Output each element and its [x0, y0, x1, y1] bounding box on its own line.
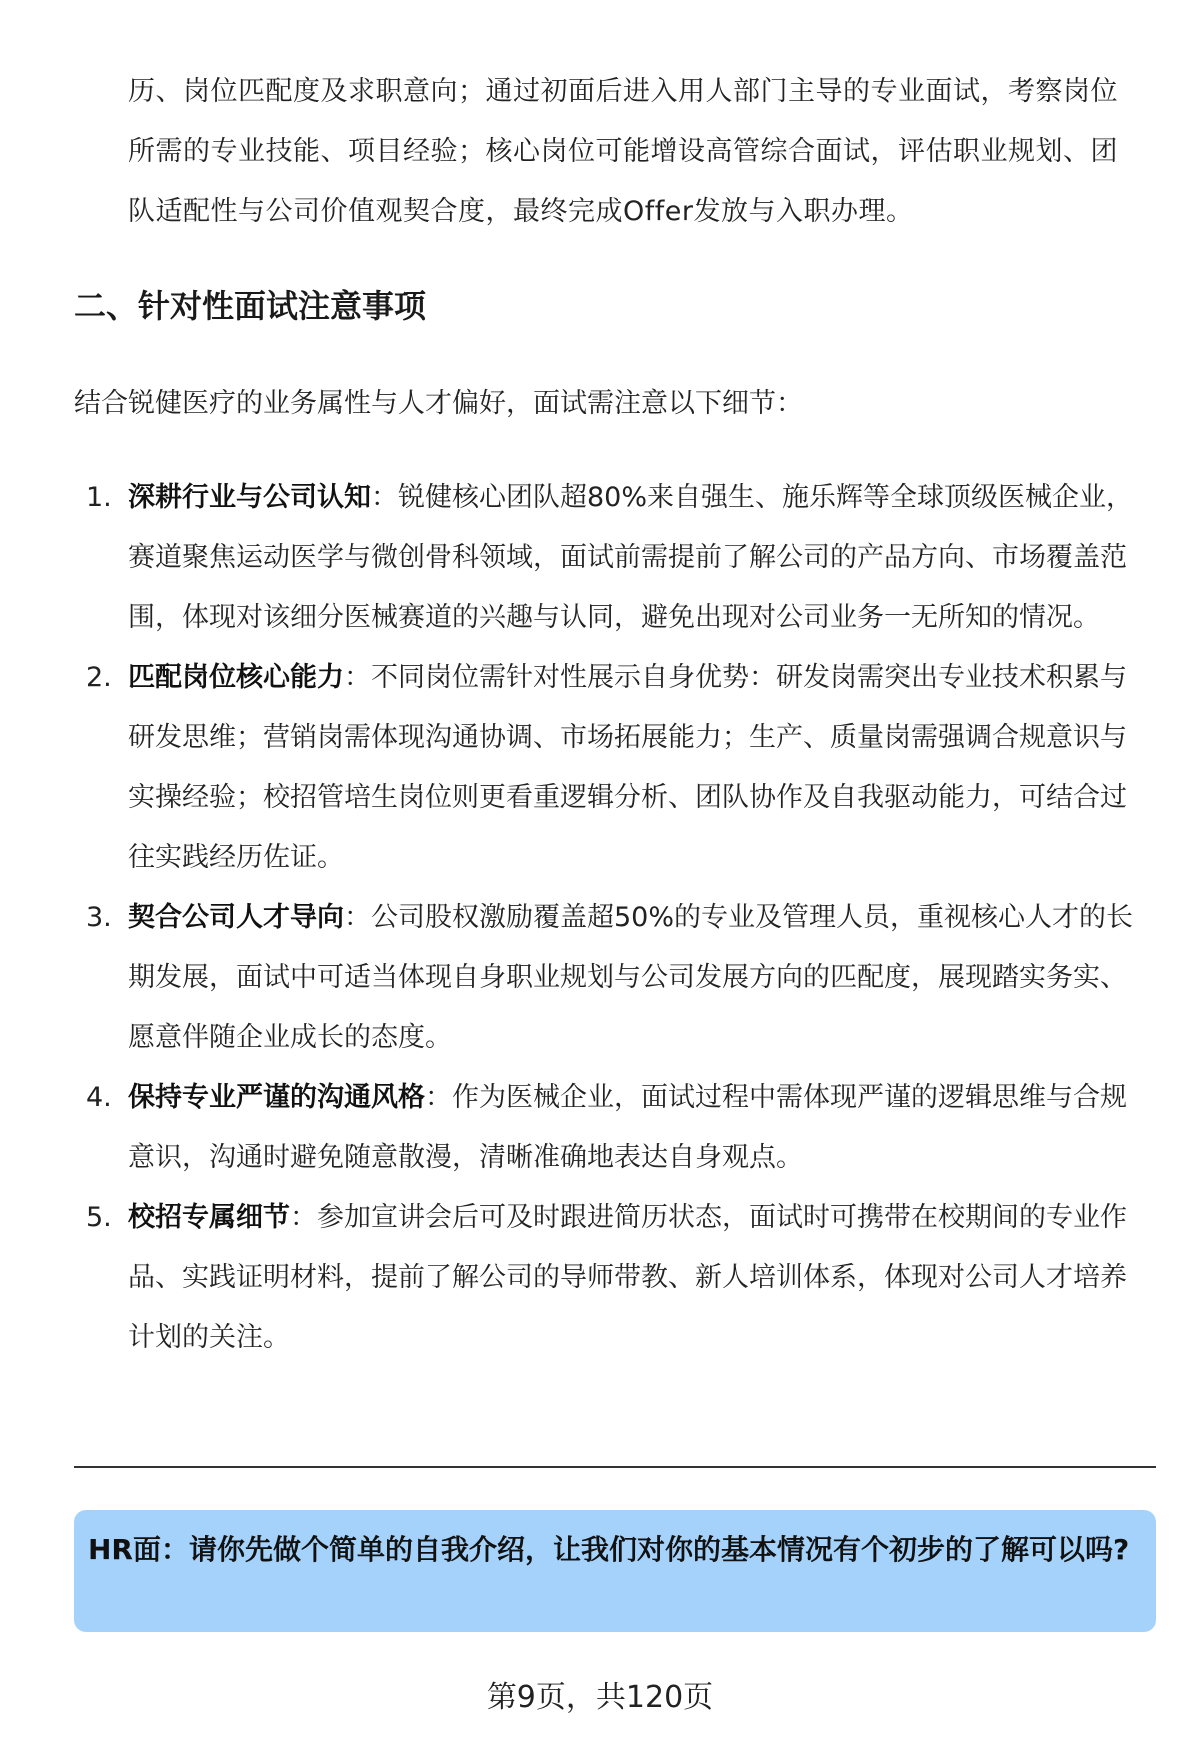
tip-item-3: [74, 888, 1142, 1068]
tip-item-4: [74, 1068, 1142, 1188]
interview-question-box: [74, 1510, 1156, 1632]
tip-item-5: [74, 1188, 1142, 1368]
tip-number: 1.: [86, 482, 112, 513]
section-lead: 结合锐健医疗的业务属性与人才偏好，面试需注意以下细节：: [74, 388, 803, 419]
tip-title: 匹配岗位核心能力: [128, 662, 344, 693]
tip-title: 契合公司人才导向: [128, 902, 344, 933]
tip-body: ：公司股权激励覆盖超50%的专业及管理人员，重视核心人才的长期发展，面试中可适当体现自身职业规划与公司发展方向的匹配度，展现踏实务实、愿意伴随企业成长的态度。: [128, 902, 1134, 1053]
interview-question-text: HR面：请你先做个简单的自我介绍，让我们对你的基本情况有个初步的了解可以吗?: [88, 1533, 1130, 1566]
tip-body: ：参加宣讲会后可及时跟进简历状态，面试时可携带在校期间的专业作品、实践证明材料，提前了解公司的导师带教、新人培训体系，体现对公司人才培养计划的关注。: [128, 1202, 1127, 1353]
intro-paragraph: 历、岗位匹配度及求职意向；通过初面后进入用人部门主导的专业面试，考察岗位所需的专业技能、项目经验；核心岗位可能增设高管综合面试，评估职业规划、团队适配性与公司价值观契合度，最终完成Offer发放与入职办理。: [128, 76, 1118, 227]
section-divider: [74, 1466, 1156, 1468]
tip-title: 校招专属细节: [128, 1202, 290, 1233]
page-number: 第9页，共120页: [486, 1680, 714, 1715]
tip-body: ：不同岗位需针对性展示自身优势：研发岗需突出专业技术积累与研发思维；营销岗需体现沟通协调、市场拓展能力；生产、质量岗需强调合规意识与实操经验；校招管培生岗位则更看重逻辑分析、团队协作及自我驱动能力，可结合过往实践经历佐证。: [128, 662, 1127, 873]
section-heading: 二、针对性面试注意事项: [74, 287, 427, 325]
tips-list: [74, 468, 1142, 1368]
tip-title: 保持专业严谨的沟通风格: [128, 1082, 425, 1113]
tip-number: 5.: [86, 1202, 112, 1233]
tip-title: 深耕行业与公司认知: [128, 482, 371, 513]
tip-number: 3.: [86, 902, 112, 933]
tip-body: ：锐健核心团队超80%来自强生、施乐辉等全球顶级医械企业，赛道聚焦运动医学与微创骨科领域，面试前需提前了解公司的产品方向、市场覆盖范围，体现对该细分医械赛道的兴趣与认同，避免出现对公司业务一无所知的情况。: [128, 482, 1134, 633]
tip-item-2: [74, 648, 1142, 888]
tip-number: 4.: [86, 1082, 112, 1113]
tip-item-1: [74, 468, 1142, 648]
tip-body: ：作为医械企业，面试过程中需体现严谨的逻辑思维与合规意识，沟通时避免随意散漫，清晰准确地表达自身观点。: [128, 1082, 1127, 1173]
tip-number: 2.: [86, 662, 112, 693]
